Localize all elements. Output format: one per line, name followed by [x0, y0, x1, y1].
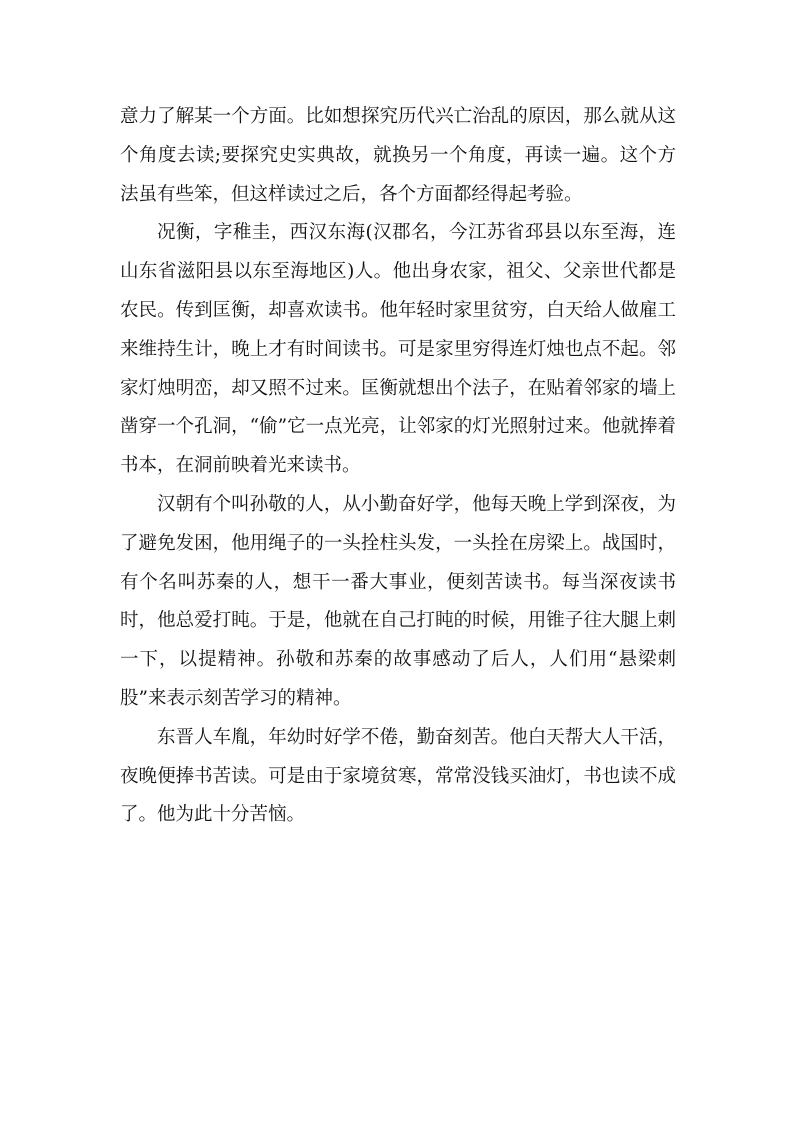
paragraph-che-yin: 东晋人车胤，年幼时好学不倦，勤奋刻苦。他白天帮大人干活，夜晚便捧书苦读。可是由于家境贫寒，常常没钱买油灯，书也读不成了。他为此十分苦恼。	[120, 726, 676, 826]
paragraph-reading-method: 意力了解某一个方面。比如想探究历代兴亡治乱的原因，那么就从这个角度去读;要探究史实典故，就换另一个角度，再读一遍。这个方法虽有些笨，但这样读过之后，各个方面都经得起考验。	[120, 106, 676, 205]
paragraph-sun-jing-su-qin: 汉朝有个叫孙敬的人，从小勤奋好学，他每天晚上学到深夜，为了避免发困，他用绳子的一头拴柱头发，一头拴在房梁上。战国时，有个名叫苏秦的人，想干一番大事业，便刻苦读书。每当深夜读书时，他总爱打盹。于是，他就在自己打盹的时候，用锥子往大腿上刺一下，以提精神。孙敬和苏秦的故事感动了后人，人们用“悬梁刺股”来表示刻苦学习的精神。	[120, 493, 676, 709]
document-body	[120, 98, 676, 835]
paragraph-kuang-heng: 况衡，字稚圭，西汉东海(汉郡名，今江苏省邳县以东至海，连山东省滋阳县以东至海地区)人。他出身农家，祖父、父亲世代都是农民。传到匡衡，却喜欢读书。他年轻时家里贫穷，白天给人做雇工来维持生计，晚上才有时间读书。可是家里穷得连灯烛也点不起。邻家灯烛明峦，却又照不过来。匡衡就想出个法子，在贴着邻家的墙上凿穿一个孔洞，“偷”它一点光亮，让邻家的灯光照射过来。他就捧着书本，在洞前映着光来读书。	[120, 222, 676, 477]
